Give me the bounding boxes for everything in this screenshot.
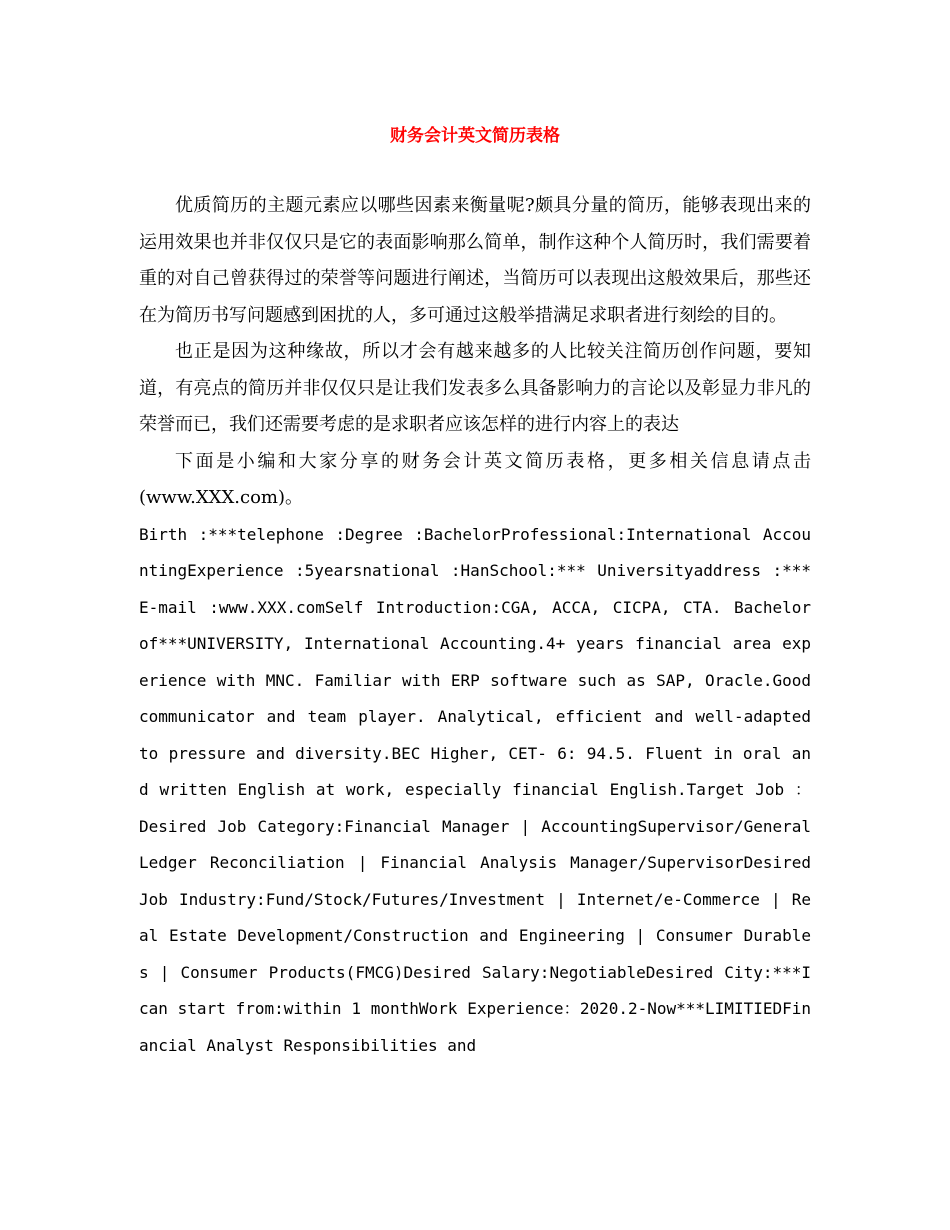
document-title: 财务会计英文简历表格 xyxy=(390,126,560,146)
document-body xyxy=(139,188,811,1064)
intro-paragraph-1: 优质简历的主题元素应以哪些因素来衡量呢?颇具分量的简历，能够表现出来的运用效果也并非仅仅只是它的表面影响那么简单，制作这种个人简历时，我们需要着重的对自己曾获得过的荣誉等问题进行阐述，当简历可以表现出这般效果后，那些还在为简历书写问题感到困扰的人，多可通过这般举措满足求职者进行刻绘的目的。 xyxy=(139,195,811,326)
resume-text-block: Birth :***telephone :Degree :BachelorProfessional:International AccountingExperience :5yearsnational :HanSchool:*** Universityaddress :***E-mail :www.XXX.comSelf Introduction:CGA, ACCA, CICPA, CTA. Bachelor of***UNIVERSITY, International Accounting.4+ years financial area experience with MNC. Familiar with ERP software such as SAP, Oracle.Good communicator and team player. Analytical, efficient and well-adapted to pressure and diversity.BEC Higher, CET- 6: 94.5. Fluent in oral and written English at work, especially financial English.Target Job ： Desired Job Category:Financial Manager | AccountingSupervisor/General Ledger Reconciliation | Financial Analysis Manager/SupervisorDesired Job Industry:Fund/Stock/Futures/Investment | Internet/e-Commerce | Real Estate Development/Construction and Engineering | Consumer Durables | Consumer Products(FMCG)Desired Salary:NegotiableDesired City:***I can start from:within 1 monthWork Experience：2020.2-Now***LIMITIEDFinancial Analyst Responsibilities and xyxy=(139,524,811,1055)
intro-paragraph-3: 下面是小编和大家分享的财务会计英文简历表格，更多相关信息请点击(www.XXX.com)。 xyxy=(139,450,811,508)
intro-paragraph-2: 也正是因为这种缘故，所以才会有越来越多的人比较关注简历创作问题，要知道，有亮点的简历并非仅仅只是让我们发表多么具备影响力的言论以及彰显力非凡的荣誉而已，我们还需要考虑的是求职者应该怎样的进行内容上的表达 xyxy=(139,341,811,435)
